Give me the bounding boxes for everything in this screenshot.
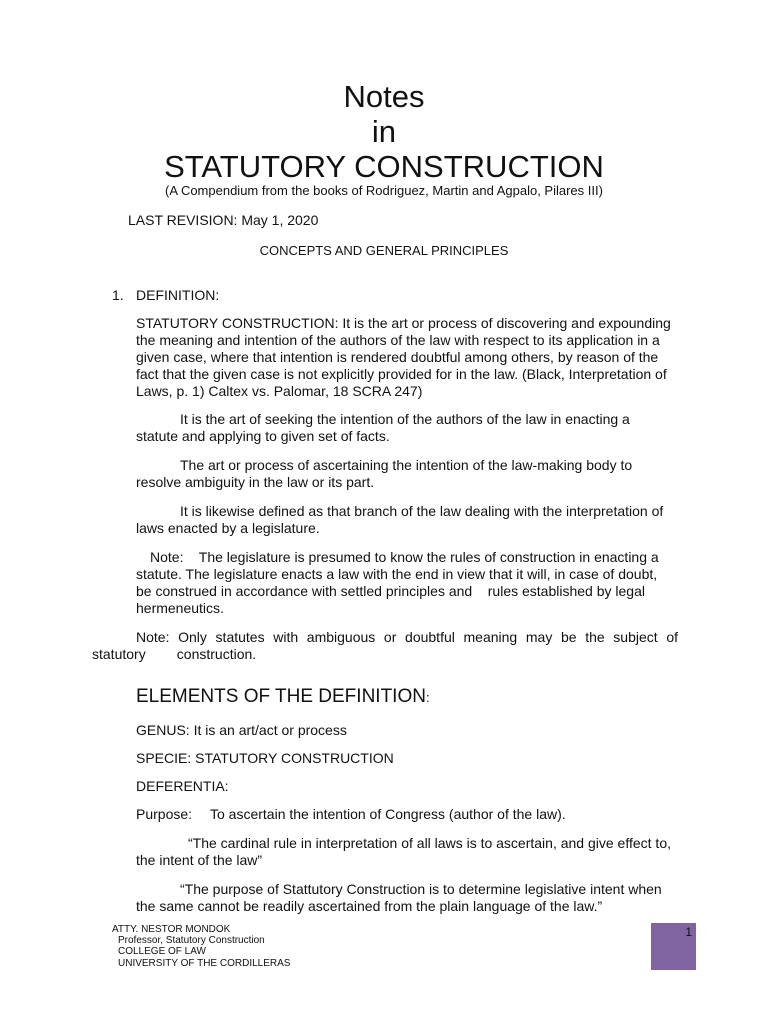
footer-position: Professor, Statutory Construction xyxy=(118,935,265,946)
defined-term: STATUTORY CONSTRUCTION xyxy=(136,315,335,331)
document-title-line-2: in xyxy=(371,114,397,149)
purpose-label: Purpose: xyxy=(136,806,193,822)
page-number: 1 xyxy=(685,925,692,939)
purpose-line xyxy=(136,806,566,822)
legislature-note: Note: The legislature is presumed to know the rules of construction in enacting a statute. The legislature enacts a law with the end in view that it will, in case of doubt, be construed in accordance with settled principles and rules established by legal hermeneutics. xyxy=(136,549,663,616)
elements-heading xyxy=(136,686,430,708)
purpose-text: To ascertain the intention of Congress (author of the law). xyxy=(210,806,566,822)
definition-heading: DEFINITION: xyxy=(136,287,220,303)
document-title-line-3: STATUTORY CONSTRUCTION xyxy=(164,149,604,184)
elements-heading-text: ELEMENTS OF THE DEFINITION xyxy=(136,686,426,707)
footer-university: UNIVERSITY OF THE CORDILLERAS xyxy=(118,958,291,969)
genus-line: GENUS: It is an art/act or process xyxy=(136,722,347,738)
footer-author: ATTY. NESTOR MONDOK xyxy=(112,924,231,935)
cardinal-rule-quote: “The cardinal rule in interpretation of all laws is to ascertain, and give effect to, the intent of the law” xyxy=(136,835,671,868)
deferentia-line: DEFERENTIA: xyxy=(136,778,229,794)
definition-paragraph-4: It is likewise defined as that branch of the law dealing with the interpretation of laws enacted by a legislature. xyxy=(136,503,664,536)
definition-paragraph-1 xyxy=(136,315,672,400)
elements-heading-colon: : xyxy=(425,690,430,705)
footer-college: COLLEGE OF LAW xyxy=(118,946,206,957)
last-revision: LAST REVISION: May 1, 2020 xyxy=(128,212,319,228)
specie-line: SPECIE: STATUTORY CONSTRUCTION xyxy=(136,750,394,766)
definition-paragraph-2: It is the art of seeking the intention of the authors of the law in enacting a statute and applying to given set of facts. xyxy=(136,411,630,444)
list-number: 1. xyxy=(112,287,124,303)
definition-paragraph-3: The art or process of ascertaining the intention of the law-making body to resolve ambiguity in the law or its part. xyxy=(136,457,633,490)
statutes-note: Note: Only statutes with ambiguous or doubtful meaning may be the subject of statutory construction. xyxy=(92,629,682,662)
document-subtitle: (A Compendium from the books of Rodriguez, Martin and Agpalo, Pilares III) xyxy=(165,183,603,198)
section-title: CONCEPTS AND GENERAL PRINCIPLES xyxy=(259,243,509,258)
purpose-quote: “The purpose of Stattutory Construction is to determine legislative intent when the same cannot be readily ascertained from the plain language of the law.” xyxy=(136,881,662,914)
definition-text: : It is the art or process of discovering and expounding the meaning and intention of the authors of the law with respect to its application in a given case, where that intention is rendered doubtful among others, by reason of the fact that the given case is not explicitly provided for in the law. (Black, Interpretation of Laws, p. 1) Caltex vs. Palomar, 18 SCRA 247) xyxy=(136,315,671,399)
document-title-line-1: Notes xyxy=(343,79,425,114)
